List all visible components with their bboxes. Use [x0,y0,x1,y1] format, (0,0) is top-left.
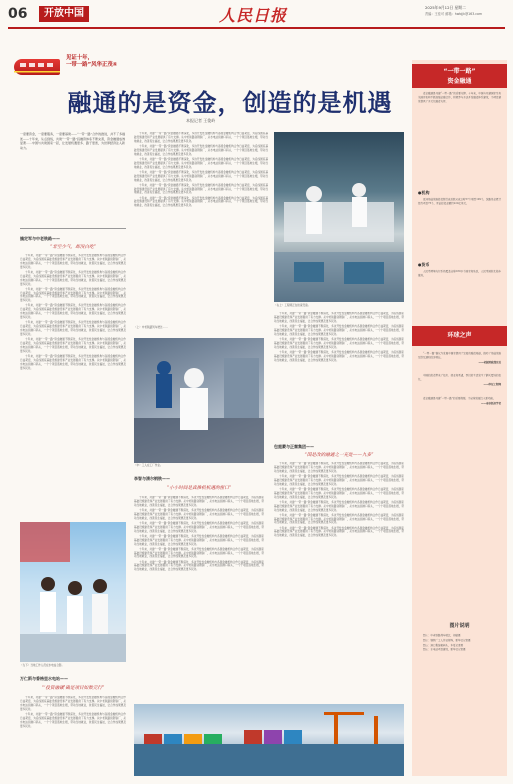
section-1-subhead: 搞定军与中老铁路—— [20,236,60,241]
page-header [0,0,513,40]
series-line-1: 见证十年， [66,55,93,61]
photo-note-2: 图②：钢铁厂工人作业现场，新华社记者摄 [423,638,471,642]
body-paragraph: 十年来，共建“一带一路”资金融通不断深化，多边开发性金融机构与各国金融机构合作日益紧密，为沿线国家基础设施建设和产业发展提供了有力支撑。从中老铁路到钢铁厂，从水电站到港口码头，一个个项目落地生根，带动当地就业，改善民生福祉，让合作成果惠及更多民众。 [134,183,268,195]
newspaper-logo [219,3,287,26]
section-3-body [274,462,404,680]
date-line: 2025年9月12日 星期二 [425,5,466,10]
sidebar-item1-head: ●机构 [418,190,430,195]
sidebar-box3-title: 图片说明 [449,623,470,629]
sidebar-box1-title-line1: “一带一路” [443,68,476,75]
body-paragraph: 十年来，共建“一带一路”资金融通不断深化，多边开发性金融机构与各国金融机构合作日益紧密，为沿线国家基础设施建设和产业发展提供了有力支撑。从中老铁路到钢铁厂，从水电站到港口码头，一个个项目落地生根，带动当地就业，改善民生福祉，让合作成果惠及更多民众。 [274,462,404,473]
section-2-subhead: 李智与清尔钢铁—— [134,476,170,481]
body-paragraph: 十年来，共建“一带一路”资金融通不断深化，多边开发性金融机构与各国金融机构合作日益紧密，为沿线国家基础设施建设和产业发展提供了有力支撑。从中老铁路到钢铁厂，从水电站到港口码头，一个个项目落地生根，带动当地就业，改善民生福祉，让合作成果惠及更多民众。 [20,287,126,303]
body-paragraph: 十年来，共建“一带一路”资金融通不断深化，多边开发性金融机构与各国金融机构合作日益紧密，为沿线国家基础设施建设和产业发展提供了有力支撑。从中老铁路到钢铁厂，从水电站到港口码头，一个个项目落地生根，带动当地就业，改善民生福祉，让合作成果惠及更多民众。 [20,696,126,711]
body-paragraph: 十年来，共建“一带一路”资金融通不断深化，多边开发性金融机构与各国金融机构合作日益紧密，为沿线国家基础设施建设和产业发展提供了有力支撑。从中老铁路到钢铁厂，从水电站到港口码头，一个个项目落地生根，带动当地就业，改善民生福祉，让合作成果惠及更多民众。 [134,157,268,169]
series-line-2: 一带一路”风华正茂④ [66,62,118,68]
body-paragraph: 十年来，共建“一带一路”资金融通不断深化，多边开发性金融机构与各国金融机构合作日益紧密，为沿线国家基础设施建设和产业发展提供了有力支撑。从中老铁路到钢铁厂，从水电站到港口码头，一个个项目落地生根，带动当地就业，改善民生福祉，让合作成果惠及更多民众。 [134,521,264,533]
section-tag: 开放中国 [39,6,89,22]
column-2-body [134,132,268,332]
headline: 融通的是资金，创造的是机遇 [67,88,393,117]
section-4-kicker: “‘投资融碳’确是项目如数元行” [41,686,105,691]
section-1-body [20,254,126,516]
body-paragraph: 十年来，共建“一带一路”资金融通不断深化，多边开发性金融机构与各国金融机构合作日益紧密，为沿线国家基础设施建设和产业发展提供了有力支撑。从中老铁路到钢铁厂，从水电站到港口码头，一个个项目落地生根，带动当地就业，改善民生福祉，让合作成果惠及更多民众。 [274,474,404,486]
section-4-subhead: 万仁斯与香格里水电站—— [20,676,68,681]
body-paragraph: 十年来，共建“一带一路”资金融通不断深化，多边开发性金融机构与各国金融机构合作日益紧密，为沿线国家基础设施建设和产业发展提供了有力支撑。从中老铁路到钢铁厂，从水电站到港口码头，一个个项目落地生根，带动当地就业，改善民生福祉，让合作成果惠及更多民众。 [134,560,264,572]
caption-engineer: （中）工人在工厂作业。 [134,464,163,467]
body-paragraph: 十年来，共建“一带一路”资金融通不断深化，多边开发性金融机构与各国金融机构合作日益紧密，为沿线国家基础设施建设和产业发展提供了有力支撑。从中老铁路到钢铁厂，从水电站到港口码头，一个个项目落地生根，带动当地就业，改善民生福祉，让合作成果惠及更多民众。 [134,534,264,546]
body-paragraph: 十年来，共建“一带一路”资金融通不断深化，多边开发性金融机构与各国金融机构合作日益紧密，为沿线国家基础设施建设和产业发展提供了有力支撑。从中老铁路到钢铁厂，从水电站到港口码头，一个个项目落地生根，带动当地就业，改善民生福祉，让合作成果惠及更多民众。 [274,513,404,525]
photo-container-port [134,704,404,776]
body-paragraph: 十年来，共建“一带一路”资金融通不断深化，多边开发性金融机构与各国金融机构合作日益紧密，为沿线国家基础设施建设和产业发展提供了有力支撑。从中老铁路到钢铁厂，从水电站到港口码头，一个个项目落地生根，带动当地就业，改善民生福祉，让合作成果惠及更多民众。 [134,508,264,520]
page-number: 06 [8,6,28,22]
body-paragraph: 十年来，共建“一带一路”资金融通不断深化，多边开发性金融机构与各国金融机构合作日益紧密，为沿线国家基础设施建设和产业发展提供了有力支撑。从中老铁路到钢铁厂，从水电站到港口码头，一个个项目落地生根，带动当地就业，改善民生福祉，让合作成果惠及更多民众。 [274,312,404,323]
voice-2-source: ——印尼工程师 [483,382,501,386]
voice-2 [418,374,501,386]
sidebar-item2-paragraph: 人民币跨境支付系统覆盖全球180多个国家和地区，人民币国际化稳步推进。 [418,270,501,277]
logo-text: 人民日报 [219,6,288,25]
section-4-body [20,696,126,776]
train-icon [14,59,60,75]
sidebar-item1-text [418,198,501,207]
editor-line: 责编：王佳可 邮箱：hwbjjk@163.com [425,12,483,16]
photo-staff-group [20,522,126,662]
sidebar [412,60,507,776]
photo-engineer [134,338,264,463]
body-paragraph: 十年来，共建“一带一路”资金融通不断深化，多边开发性金融机构与各国金融机构合作日益紧密，为沿线国家基础设施建设和产业发展提供了有力支撑。从中老铁路到钢铁厂，从水电站到港口码头，一个个项目落地生根，带动当地就业，改善民生福祉，让合作成果惠及更多民众。 [134,547,264,559]
body-paragraph: 十年来，共建“一带一路”资金融通不断深化，多边开发性金融机构与各国金融机构合作日益紧密，为沿线国家基础设施建设和产业发展提供了有力支撑。从中老铁路到钢铁厂，从水电站到港口码头，一个个项目落地生根，带动当地就业，改善民生福祉，让合作成果惠及更多民众。 [20,712,126,728]
header-divider [8,27,505,29]
sidebar-item1-paragraph: 亚洲基础设施投资银行成员数从成立时57个增至109个，丝路基金累计签约项目75个，承诺投资金额约220亿美元。 [418,198,501,205]
caption-staff: （左下）当地工作人员在水电站合影。 [20,664,65,667]
voice-3-text: 资金融通是共建“一带一路”的重要保障，为全球发展注入新动能。 [423,396,496,400]
voice-1 [418,352,501,364]
voice-1-source: ——老挝财政部官员 [478,360,501,364]
voice-1-text: “一带一路”倡议为发展中国家提供了宝贵的融资渠道，推动了基础设施互联互通和经济增长。 [418,352,501,359]
photo-note-4: 图④：水电站项目建设，新华社记者摄 [423,648,466,652]
body-paragraph: 十年来，共建“一带一路”资金融通不断深化，多边开发性金融机构与各国金融机构合作日益紧密，为沿线国家基础设施建设和产业发展提供了有力支撑。从中老铁路到钢铁厂，从水电站到港口码头，一个个项目落地生根，带动当地就业，改善民生福祉，让合作成果惠及更多民众。 [20,304,126,320]
sidebar-box2-title: 环球之声 [412,326,507,346]
body-paragraph: 十年来，共建“一带一路”资金融通不断深化，多边开发性金融机构与各国金融机构合作日益紧密，为沿线国家基础设施建设和产业发展提供了有力支撑。从中老铁路到钢铁厂，从水电站到港口码头，一个个项目落地生根，带动当地就业，改善民生福祉，让合作成果惠及更多民众。 [274,350,404,362]
body-paragraph: 十年来，共建“一带一路”资金融通不断深化，多边开发性金融机构与各国金融机构合作日益紧密，为沿线国家基础设施建设和产业发展提供了有力支撑。从中老铁路到钢铁厂，从水电站到港口码头，一个个项目落地生根，带动当地就业，改善民生福祉，让合作成果惠及更多民众。 [20,338,126,353]
body-paragraph: 十年来，共建“一带一路”资金融通不断深化，多边开发性金融机构与各国金融机构合作日益紧密，为沿线国家基础设施建设和产业发展提供了有力支撑。从中老铁路到钢铁厂，从水电站到港口码头，一个个项目落地生根，带动当地就业，改善民生福祉，让合作成果惠及更多民众。 [20,270,126,286]
body-paragraph: 十年来，共建“一带一路”资金融通不断深化，多边开发性金融机构与各国金融机构合作日益紧密，为沿线国家基础设施建设和产业发展提供了有力支撑。从中老铁路到钢铁厂，从水电站到港口码头，一个个项目落地生根，带动当地就业，改善民生福祉，让合作成果惠及更多民众。 [274,487,404,499]
body-paragraph: 十年来，共建“一带一路”资金融通不断深化，多边开发性金融机构与各国金融机构合作日益紧密，为沿线国家基础设施建设和产业发展提供了有力支撑。从中老铁路到钢铁厂，从水电站到港口码头，一个个项目落地生根，带动当地就业，改善民生福祉，让合作成果惠及更多民众。 [274,500,404,512]
body-paragraph: 十年来，共建“一带一路”资金融通不断深化，多边开发性金融机构与各国金融机构合作日益紧密，为沿线国家基础设施建设和产业发展提供了有力支撑。从中老铁路到钢铁厂，从水电站到港口码头，一个个项目落地生根，带动当地就业，改善民生福祉，让合作成果惠及更多民众。 [20,321,126,336]
column-3-body [274,312,404,440]
byline: 本报记者 王俊岭 [186,118,216,123]
body-paragraph: 十年来，共建“一带一路”资金融通不断深化，多边开发性金融机构与各国金融机构合作日益紧密，为沿线国家基础设施建设和产业发展提供了有力支撑。从中老铁路到钢铁厂，从水电站到港口码头，一个个项目落地生根，带动当地就业，改善民生福祉，让合作成果惠及更多民众。 [134,170,268,182]
sidebar-box1-paragraph: 资金融通是共建“一带一路”的重要支撑。十年来，中国与共建国家及有关国家机构不断加强金融合作，积极参与多边开发融资体系建设，为项目建设提供了多元化融资支持。 [418,92,501,103]
body-paragraph: 十年来，共建“一带一路”资金融通不断深化，多边开发性金融机构与各国金融机构合作日益紧密，为沿线国家基础设施建设和产业发展提供了有力支撑。从中老铁路到钢铁厂，从水电站到港口码头，一个个项目落地生根，带动当地就业，改善民生福祉，让合作成果惠及更多民众。 [274,526,404,538]
caption-factory: （右上）工程师正在检查设备。 [274,304,311,307]
voice-3-source: ——南非经济学者 [480,401,501,405]
section-2-body [134,496,264,701]
voice-2-text: 中国的投资带来了技术、就业和希望，我们的生活发生了翻天覆地的变化。 [418,374,501,382]
caption-railway: （上）中老铁路列车驶过…… [134,326,168,329]
sidebar-box1-text [418,92,501,104]
section-1-kicker: “非空少气，却没白吃” [49,245,97,250]
section-3-subhead: 包庭蒙与正秦集团—— [274,444,314,449]
body-paragraph: 十年来，共建“一带一路”资金融通不断深化，多边开发性金融机构与各国金融机构合作日益紧密，为沿线国家基础设施建设和产业发展提供了有力支撑。从中老铁路到钢铁厂，从水电站到港口码头，一个个项目落地生根，带动当地就业，改善民生福祉，让合作成果惠及更多民众。 [134,132,268,143]
body-paragraph: 十年来，共建“一带一路”资金融通不断深化，多边开发性金融机构与各国金融机构合作日益紧密，为沿线国家基础设施建设和产业发展提供了有力支撑。从中老铁路到钢铁厂，从水电站到港口码头，一个个项目落地生根，带动当地就业，改善民生福祉，让合作成果惠及更多民众。 [274,324,404,336]
sidebar-item2-head: ●货币 [418,262,430,267]
voice-3 [418,397,501,406]
body-paragraph: 十年来，共建“一带一路”资金融通不断深化，多边开发性金融机构与各国金融机构合作日益紧密，为沿线国家基础设施建设和产业发展提供了有力支撑。从中老铁路到钢铁厂，从水电站到港口码头，一个个项目落地生根，带动当地就业，改善民生福祉，让合作成果惠及更多民众。 [134,196,268,208]
body-paragraph: 十年来，共建“一带一路”资金融通不断深化，多边开发性金融机构与各国金融机构合作日益紧密，为沿线国家基础设施建设和产业发展提供了有力支撑。从中老铁路到钢铁厂，从水电站到港口码头，一个个项目落地生根，带动当地就业，改善民生福祉，让合作成果惠及更多民众。 [134,144,268,156]
body-paragraph: 十年来，共建“一带一路”资金融通不断深化，多边开发性金融机构与各国金融机构合作日益紧密，为沿线国家基础设施建设和产业发展提供了有力支撑。从中老铁路到钢铁厂，从水电站到港口码头，一个个项目落地生根，带动当地就业，改善民生福祉，让合作成果惠及更多民众。 [274,337,404,349]
section-2-kicker: “小小时间是真推机机遇的窗口” [166,486,232,491]
sidebar-photo-notes [418,634,501,653]
body-paragraph: 十年来，共建“一带一路”资金融通不断深化，多边开发性金融机构与各国金融机构合作日益紧密，为沿线国家基础设施建设和产业发展提供了有力支撑。从中老铁路到钢铁厂，从水电站到港口码头，一个个项目落地生根，带动当地就业，改善民生福祉，让合作成果惠及更多民众。 [20,354,126,370]
body-paragraph: 十年来，共建“一带一路”资金融通不断深化，多边开发性金融机构与各国金融机构合作日益紧密，为沿线国家基础设施建设和产业发展提供了有力支撑。从中老铁路到钢铁厂，从水电站到港口码头，一个个项目落地生根，带动当地就业，改善民生福祉，让合作成果惠及更多民众。 [134,496,264,507]
section-3-kicker: “国是改的融通之一充处——九多” [304,453,374,458]
intro-text: 一度要资金，一度要服务，一度要基建——“一带一路”合作的推进，并不了多描述——十年来，从点到线，共建“一带一路”投融资体系不断完善，资金融通成效显著……中国与共建国家一起，让发展机遇更多、路子更宽，为世界经济注入新动力。 [20,132,126,150]
sidebar-box1-title [412,64,507,88]
series-banner [14,55,174,77]
photo-note-3: 图③：港口集装箱码头，本报记者摄 [423,643,464,647]
intro-divider [20,228,126,229]
body-paragraph: 十年来，共建“一带一路”资金融通不断深化，多边开发性金融机构与各国金融机构合作日益紧密，为沿线国家基础设施建设和产业发展提供了有力支撑。从中老铁路到钢铁厂，从水电站到港口码头，一个个项目落地生根，带动当地就业，改善民生福祉，让合作成果惠及更多民众。 [20,254,126,269]
series-title [66,55,117,69]
sidebar-item2-text [418,270,501,279]
photo-factory-workers [274,132,404,302]
sidebar-box1-title-line2: 资金融通 [447,78,472,85]
photo-note-1: 图①：中老铁路列车驶过，刘敏摄 [423,634,461,637]
sidebar-voices [418,352,501,405]
